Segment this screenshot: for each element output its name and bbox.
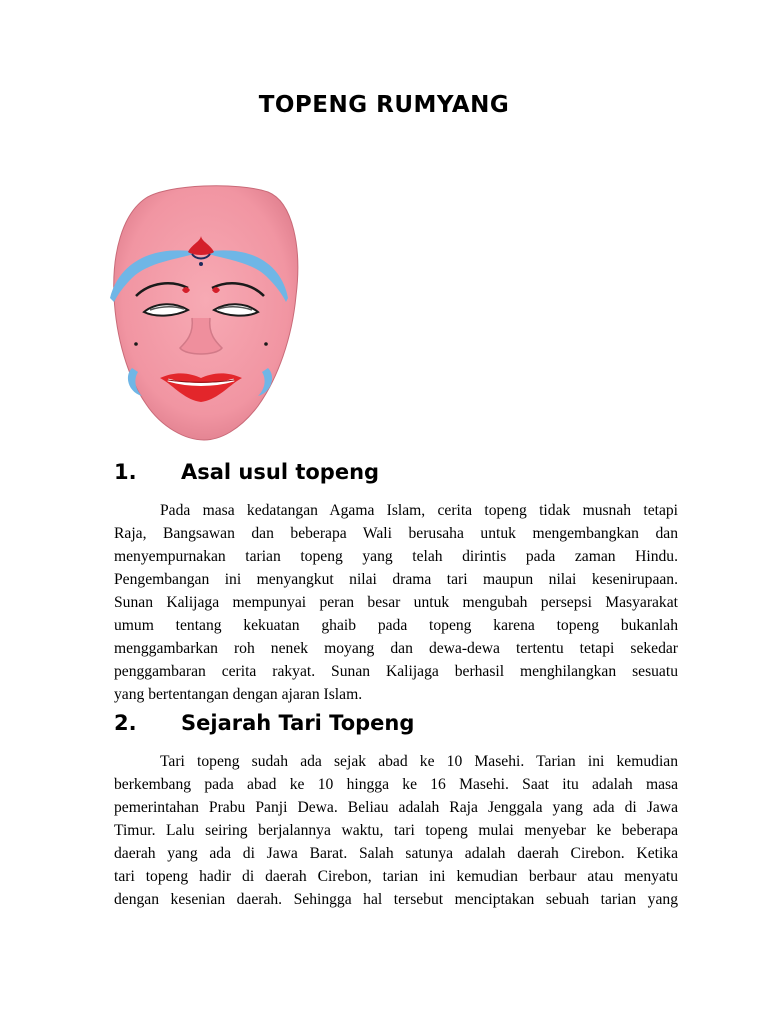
paragraph-line: pemerintahan Prabu Panji Dewa. Beliau adalah Raja Jenggala yang ada di Jawa [114,799,678,816]
paragraph-line: penggambaran cerita rakyat. Sunan Kalijaga berhasil menghilangkan sesuatu [114,663,678,680]
paragraph-line: Pengembangan ini menyangkut nilai drama tari maupun nilai kesenirupaan. [114,571,678,588]
paragraph-line: menyempurnakan tarian topeng yang telah dirintis pada zaman Hindu. [114,548,678,565]
paragraph-line: Raja, Bangsawan dan beberapa Wali berusaha untuk mengembangkan dan [114,525,678,542]
section-paragraph-sejarah [114,750,678,911]
section-heading-sejarah [114,711,414,735]
paragraph-line: berkembang pada abad ke 10 hingga ke 16 Masehi. Saat itu adalah masa [114,776,678,793]
paragraph-line: Sunan Kalijaga mempunyai peran besar untuk mengubah persepsi Masyarakat [114,594,678,611]
paragraph-line: Timur. Lalu seiring berjalannya waktu, tari topeng mulai menyebar ke beberapa [114,822,678,839]
section-heading-text: Asal usul topeng [181,460,380,484]
paragraph-line: umum tentang kekuatan ghaib pada topeng karena topeng bukanlah [114,617,678,634]
topeng-mask-image [88,178,310,448]
section-heading-asal-usul [114,460,379,484]
section-number: 1. [114,460,137,484]
section-paragraph-asal-usul [114,499,678,706]
paragraph-line: Tari topeng sudah ada sejak abad ke 10 Masehi. Tarian ini kemudian [160,753,678,770]
section-number: 2. [114,711,137,735]
paragraph-line: dengan kesenian daerah. Sehingga hal tersebut menciptakan sebuah tarian yang [114,891,678,908]
section-heading-text: Sejarah Tari Topeng [181,711,415,735]
document-title: TOPENG RUMYANG [258,92,510,118]
paragraph-line: Pada masa kedatangan Agama Islam, cerita topeng tidak musnah tetapi [160,502,678,519]
paragraph-line: menggambarkan roh nenek moyang dan dewa-dewa tertentu tetapi sekedar [114,640,678,657]
paragraph-line: daerah yang ada di Jawa Barat. Salah satunya adalah daerah Cirebon. Ketika [114,845,678,862]
paragraph-line: tari topeng hadir di daerah Cirebon, tarian ini kemudian berbaur atau menyatu [114,868,678,885]
paragraph-line: yang bertentangan dengan ajaran Islam. [114,686,363,703]
